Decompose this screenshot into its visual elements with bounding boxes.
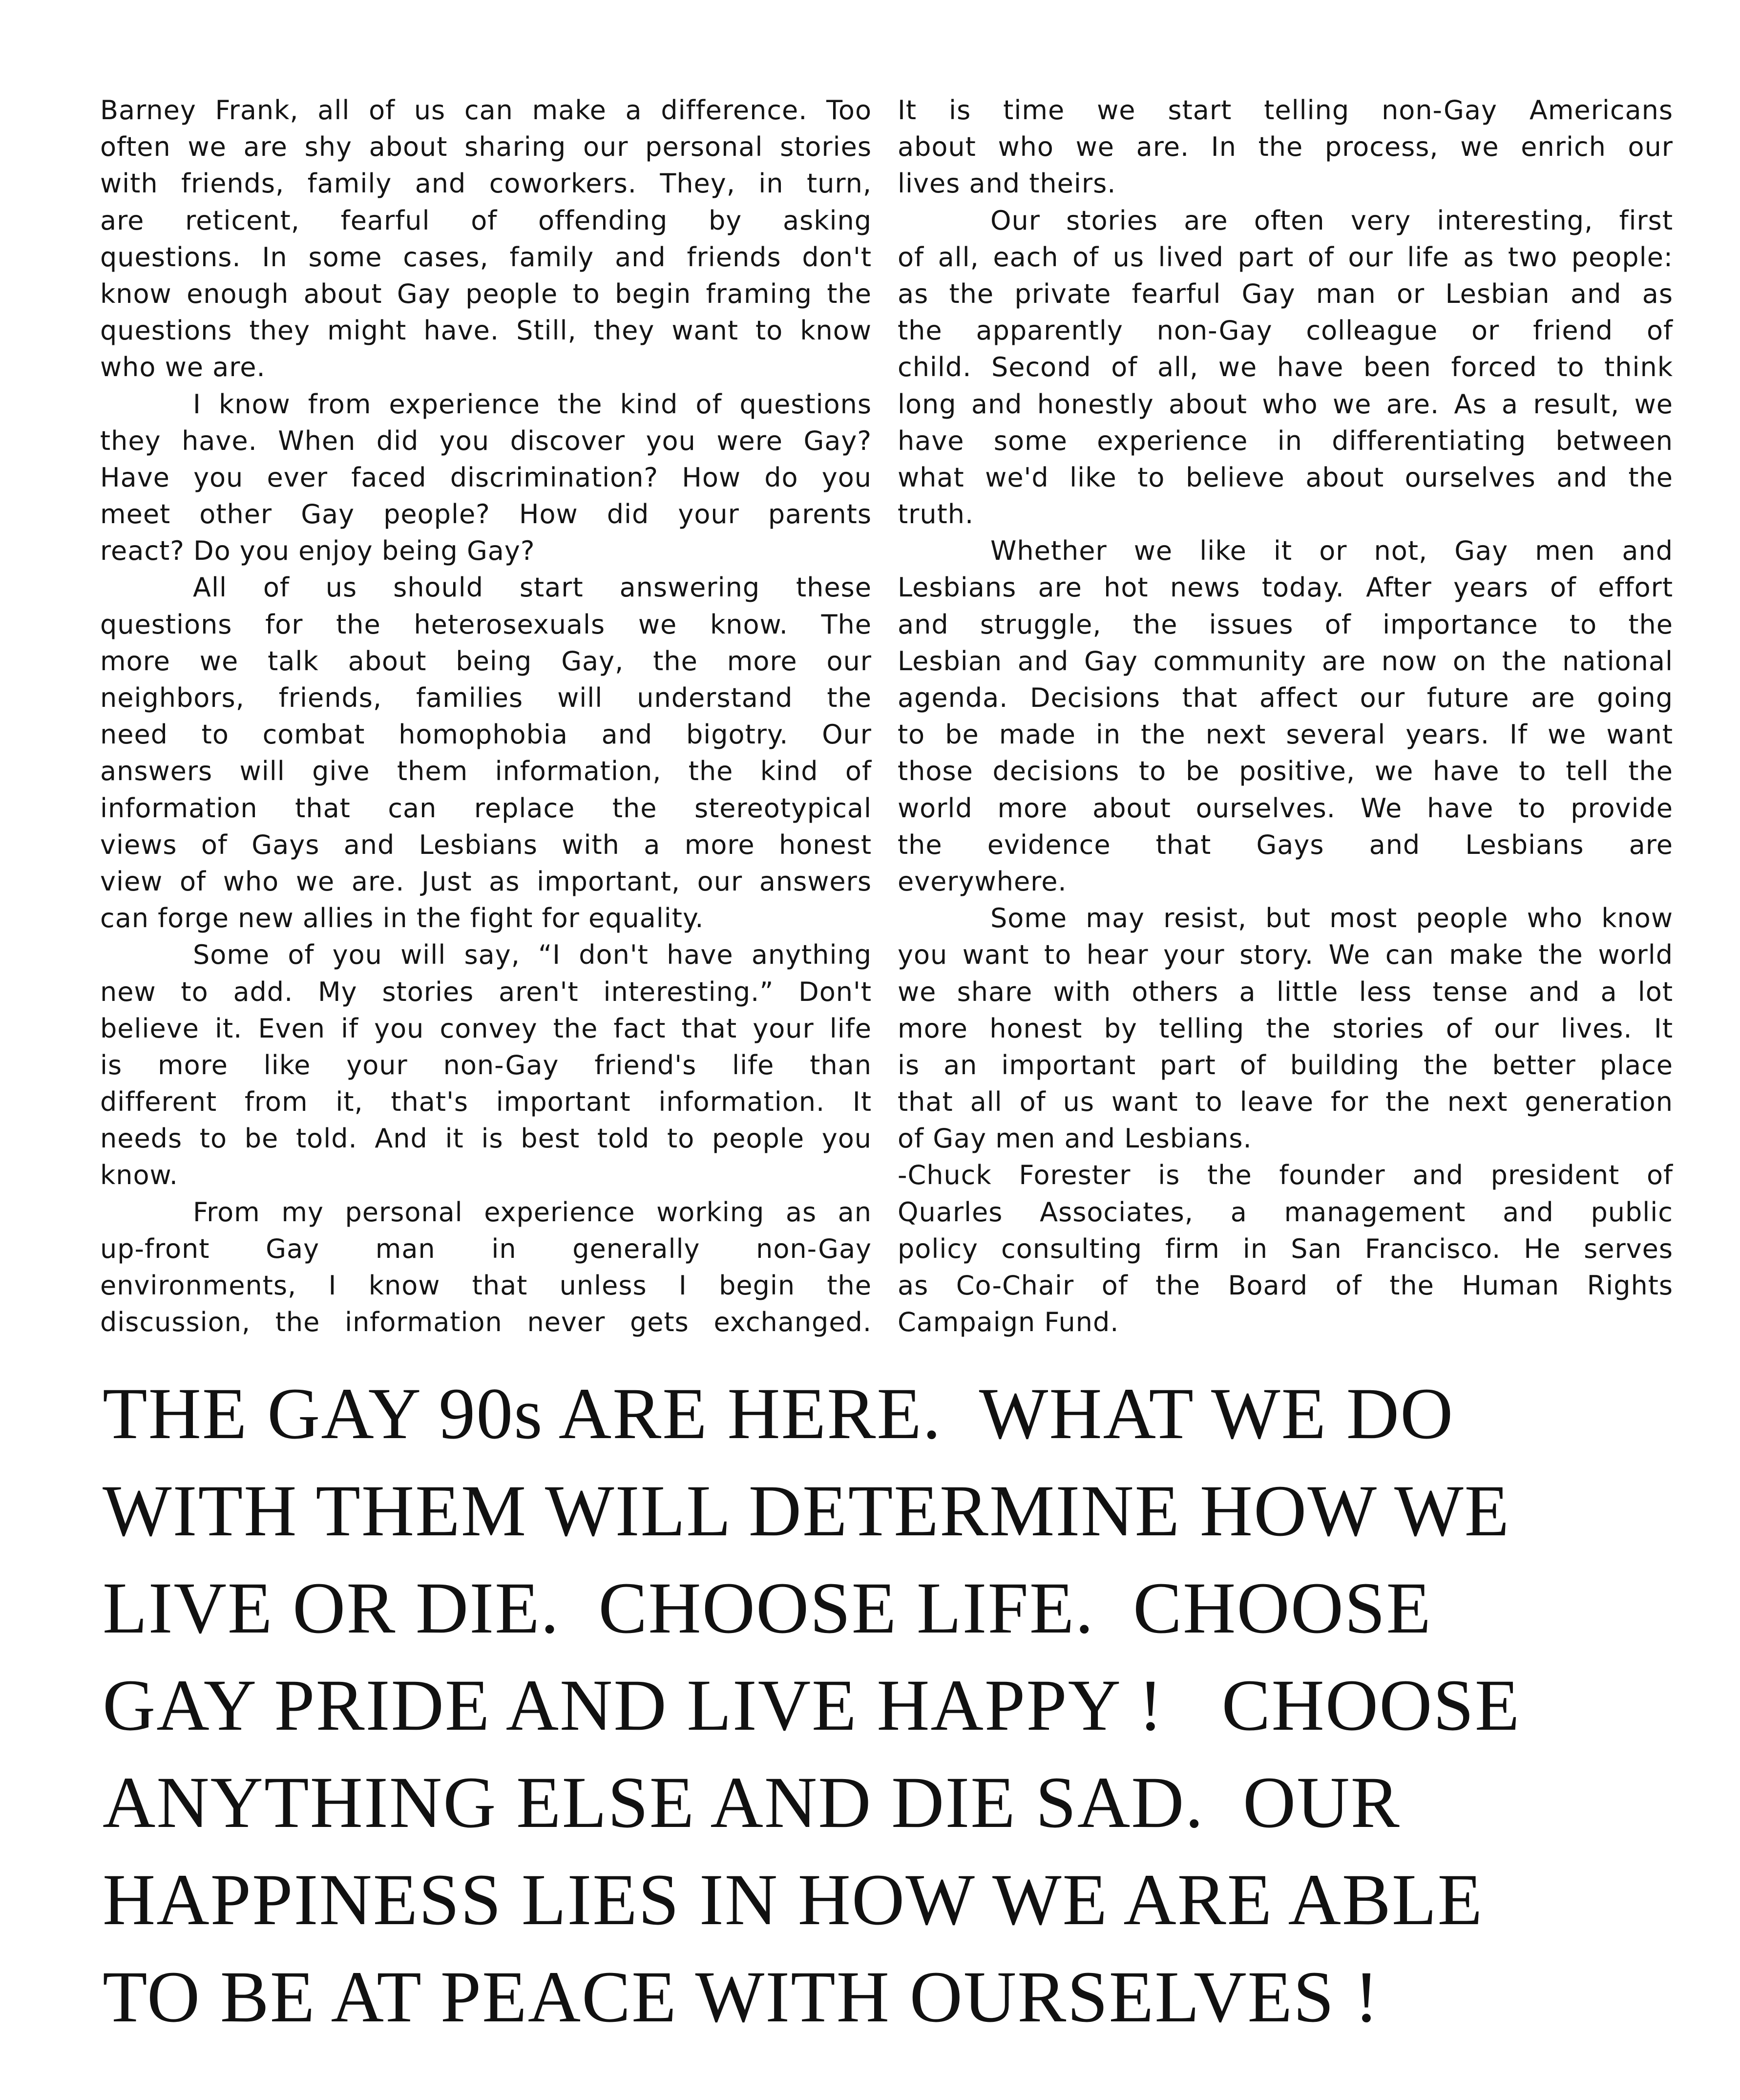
text-line: the apparently non-Gay colleague or friend of bbox=[898, 315, 1673, 346]
text-line: Quarles Associates, a management and public bbox=[898, 1196, 1673, 1228]
text-line: as the private fearful Gay man or Lesbian and as bbox=[898, 278, 1673, 309]
headline-line: GAY PRIDE AND LIVE HAPPY ! CHOOSE bbox=[103, 1665, 1521, 1746]
text-line: Lesbian and Gay community are now on the national bbox=[898, 645, 1673, 677]
text-line: the evidence that Gays and Lesbians are bbox=[898, 829, 1673, 860]
text-line: you want to hear your story. We can make the world bbox=[898, 939, 1673, 971]
text-line: that all of us want to leave for the next generation bbox=[898, 1086, 1673, 1118]
text-line: agenda. Decisions that affect our future are going bbox=[898, 682, 1673, 713]
article-left-column bbox=[100, 92, 872, 1340]
text-line: Some may resist, but most people who know bbox=[990, 903, 1673, 934]
text-line: Lesbians are hot news today. After years of effort bbox=[898, 572, 1673, 603]
text-line: information that can replace the stereotypical bbox=[100, 792, 872, 824]
text-line: we share with others a little less tense and a lot bbox=[898, 976, 1673, 1007]
text-line: It is time we start telling non-Gay Americans bbox=[898, 95, 1673, 126]
headline-line: LIVE OR DIE. CHOOSE LIFE. CHOOSE bbox=[103, 1568, 1432, 1649]
text-line: policy consulting firm in San Francisco. He serves bbox=[898, 1233, 1673, 1264]
text-line: know enough about Gay people to begin framing the bbox=[100, 278, 872, 309]
text-line: questions. In some cases, family and friends don't bbox=[100, 241, 872, 273]
headline-line: ANYTHING ELSE AND DIE SAD. OUR bbox=[103, 1762, 1401, 1843]
text-line: truth. bbox=[898, 499, 974, 530]
text-line: view of who we are. Just as important, our answers bbox=[100, 866, 872, 897]
text-line: needs to be told. And it is best told to people you bbox=[100, 1123, 872, 1154]
text-line: often we are shy about sharing our personal stories bbox=[100, 131, 872, 163]
text-line: are reticent, fearful of offending by asking bbox=[100, 205, 872, 236]
text-line: child. Second of all, we have been forced to think bbox=[898, 352, 1673, 383]
text-line: Whether we like it or not, Gay men and bbox=[990, 535, 1673, 567]
text-line: those decisions to be positive, we have to tell the bbox=[898, 756, 1673, 787]
text-line: different from it, that's important information. It bbox=[100, 1086, 872, 1118]
text-line: believe it. Even if you convey the fact that your life bbox=[100, 1013, 872, 1044]
text-line: up-front Gay man in generally non-Gay bbox=[100, 1233, 872, 1264]
text-line: more honest by telling the stories of our lives. It bbox=[898, 1013, 1673, 1044]
text-line: is an important part of building the better place bbox=[898, 1049, 1673, 1081]
text-line: questions they might have. Still, they want to know bbox=[100, 315, 872, 346]
text-line: of Gay men and Lesbians. bbox=[898, 1123, 1252, 1154]
text-line: more we talk about being Gay, the more our bbox=[100, 645, 872, 677]
text-line: everywhere. bbox=[898, 866, 1067, 897]
text-line: lives and theirs. bbox=[898, 168, 1116, 199]
text-line: All of us should start answering these bbox=[193, 572, 872, 603]
text-line: -Chuck Forester is the founder and president of bbox=[898, 1160, 1673, 1191]
text-line: can forge new allies in the fight for equality. bbox=[100, 903, 704, 934]
text-line: is more like your non-Gay friend's life than bbox=[100, 1049, 872, 1081]
headline-line: TO BE AT PEACE WITH OURSELVES ! bbox=[103, 1956, 1380, 2037]
text-line: From my personal experience working as an bbox=[193, 1196, 872, 1228]
text-line: Our stories are often very interesting, first bbox=[990, 205, 1673, 236]
text-line: world more about ourselves. We have to provide bbox=[898, 792, 1673, 824]
text-line: long and honestly about who we are. As a result, we bbox=[898, 388, 1673, 420]
text-line: of all, each of us lived part of our life as two people: bbox=[898, 241, 1673, 273]
text-line: as Co-Chair of the Board of the Human Rights bbox=[898, 1270, 1673, 1301]
text-line: new to add. My stories aren't interesting.” Don't bbox=[100, 976, 872, 1007]
text-line: meet other Gay people? How did your parents bbox=[100, 499, 872, 530]
text-line: what we'd like to believe about ourselves and the bbox=[898, 462, 1673, 493]
text-line: about who we are. In the process, we enrich our bbox=[898, 131, 1673, 163]
text-line: know. bbox=[100, 1160, 178, 1191]
text-line: who we are. bbox=[100, 352, 266, 383]
text-line: need to combat homophobia and bigotry. Our bbox=[100, 719, 872, 750]
text-line: react? Do you enjoy being Gay? bbox=[100, 535, 535, 567]
text-line: with friends, family and coworkers. They, in turn, bbox=[100, 168, 872, 199]
text-line: Some of you will say, “I don't have anything bbox=[193, 939, 872, 971]
text-line: views of Gays and Lesbians with a more honest bbox=[100, 829, 872, 860]
text-line: I know from experience the kind of questions bbox=[193, 388, 872, 420]
headline-line: WITH THEM WILL DETERMINE HOW WE bbox=[103, 1470, 1510, 1551]
article-right-column bbox=[898, 92, 1673, 1340]
text-line: Have you ever faced discrimination? How do you bbox=[100, 462, 872, 493]
text-line: to be made in the next several years. If we want bbox=[898, 719, 1673, 750]
text-line: have some experience in differentiating between bbox=[898, 425, 1673, 456]
text-line: Barney Frank, all of us can make a difference. Too bbox=[100, 95, 872, 126]
text-line: Campaign Fund. bbox=[898, 1307, 1119, 1338]
text-line: discussion, the information never gets exchanged. bbox=[100, 1307, 872, 1338]
text-line: environments, I know that unless I begin the bbox=[100, 1270, 872, 1301]
text-line: answers will give them information, the kind of bbox=[100, 756, 872, 787]
headline-line: THE GAY 90s ARE HERE. WHAT WE DO bbox=[103, 1373, 1454, 1454]
text-line: neighbors, friends, families will understand the bbox=[100, 682, 872, 713]
text-line: and struggle, the issues of importance to the bbox=[898, 609, 1673, 640]
closing-headline bbox=[103, 1365, 1521, 2046]
headline-line: HAPPINESS LIES IN HOW WE ARE ABLE bbox=[103, 1859, 1484, 1940]
text-line: questions for the heterosexuals we know. The bbox=[100, 609, 872, 640]
text-line: they have. When did you discover you were Gay? bbox=[100, 425, 872, 456]
